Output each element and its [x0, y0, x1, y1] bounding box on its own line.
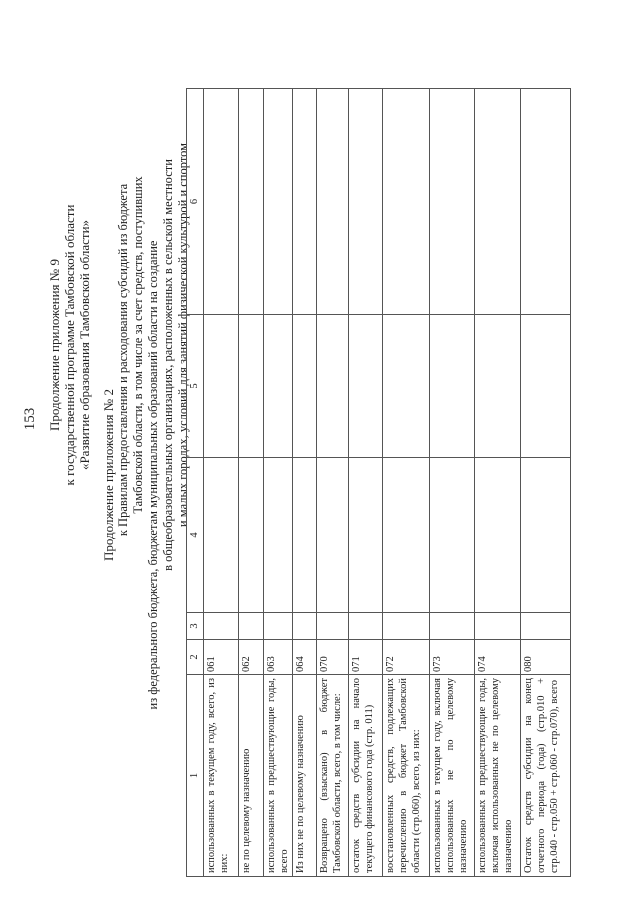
rules-appendix-header	[101, 105, 191, 845]
row-description: использованных в предшествующие годы, всего	[264, 675, 293, 877]
subsidy-report-table	[186, 88, 571, 877]
table-cell	[239, 315, 264, 458]
table-header-row	[187, 89, 204, 877]
header-line: Продолжение приложения № 2	[101, 389, 116, 561]
table-cell	[239, 613, 264, 640]
table-row	[317, 89, 349, 877]
table-cell	[317, 89, 349, 315]
table-cell	[383, 613, 430, 640]
row-code: 061	[204, 640, 239, 675]
table-row	[239, 89, 264, 877]
row-description: Остаток средств субсидии на конец отчетного периода (года) (стр.010 + стр.040 - стр.050 + стр.060 - стр.070), всего	[521, 675, 571, 877]
table-row	[349, 89, 383, 877]
table-cell	[475, 613, 521, 640]
row-description: не по целевому назначению	[239, 675, 264, 877]
table-cell	[264, 458, 293, 613]
table-cell	[293, 89, 317, 315]
column-header: 4	[187, 458, 204, 613]
page-number: 153	[22, 407, 38, 431]
row-description: использованных в текущем году, включая использованных не по целевому назначению	[430, 675, 475, 877]
header-line: Тамбовской области, в том числе за счет средств, поступивших	[131, 176, 145, 514]
column-header: 2	[187, 640, 204, 675]
table-cell	[383, 458, 430, 613]
header-line: и малых городах, условий для занятий физической культурой и спортом	[176, 142, 190, 528]
table-cell	[317, 458, 349, 613]
table-row	[293, 89, 317, 877]
header-line: к государственной программе Тамбовской области	[62, 204, 77, 486]
row-code: 064	[293, 640, 317, 675]
row-code: 080	[521, 640, 571, 675]
table-cell	[204, 613, 239, 640]
header-line: в общеобразовательных организациях, расположенных в сельской местности	[161, 159, 175, 571]
column-header: 1	[187, 675, 204, 877]
table-cell	[264, 315, 293, 458]
row-code: 074	[475, 640, 521, 675]
table-row	[264, 89, 293, 877]
table-cell	[204, 315, 239, 458]
table-cell	[475, 458, 521, 613]
table-cell	[521, 315, 571, 458]
table-cell	[475, 315, 521, 458]
row-code: 062	[239, 640, 264, 675]
column-header: 6	[187, 89, 204, 315]
row-description: Из них не по целевому назначению	[293, 675, 317, 877]
table-row	[383, 89, 430, 877]
table-cell	[349, 89, 383, 315]
table-row	[521, 89, 571, 877]
table-cell	[293, 315, 317, 458]
table-cell	[430, 89, 475, 315]
table-row	[475, 89, 521, 877]
column-header: 5	[187, 315, 204, 458]
row-description: остаток средств субсидии на начало текущего финансового года (стр. 011)	[349, 675, 383, 877]
table-cell	[317, 315, 349, 458]
table-cell	[264, 613, 293, 640]
row-description: использованных в текущем году, всего, из них:	[204, 675, 239, 877]
table-cell	[264, 89, 293, 315]
table-cell	[204, 458, 239, 613]
column-header: 3	[187, 613, 204, 640]
table-cell	[521, 458, 571, 613]
row-code: 073	[430, 640, 475, 675]
table-cell	[430, 613, 475, 640]
table-cell	[349, 458, 383, 613]
table-cell	[204, 89, 239, 315]
table-cell	[430, 315, 475, 458]
table-row	[430, 89, 475, 877]
header-line: к Правилам предоставления и расходования субсидий из бюджета	[116, 183, 130, 537]
table-cell	[293, 613, 317, 640]
table-cell	[521, 89, 571, 315]
table-row	[204, 89, 239, 877]
table-cell	[317, 613, 349, 640]
row-description: использованных в предшествующие годы, включая использованных не по целевому назначению	[475, 675, 521, 877]
table-cell	[293, 458, 317, 613]
table-cell	[239, 458, 264, 613]
table-cell	[383, 315, 430, 458]
table-cell	[475, 89, 521, 315]
table-cell	[239, 89, 264, 315]
row-description: Возвращено (взыскано) в бюджет Тамбовской области, всего, в том числе:	[317, 675, 349, 877]
row-code: 063	[264, 640, 293, 675]
header-line: «Развитие образования Тамбовской области»	[77, 219, 92, 471]
table-cell	[349, 315, 383, 458]
row-code: 071	[349, 640, 383, 675]
header-line: Продолжение приложения № 9	[47, 259, 62, 431]
table-cell	[383, 89, 430, 315]
row-description: восстановленных средств, подлежащих перечислению в бюджет Тамбовской области (стр.060), всего, из них:	[383, 675, 430, 877]
table-cell	[349, 613, 383, 640]
header-line: из федерального бюджета, бюджетам муниципальных образований области на создание	[146, 240, 160, 710]
rotated-page	[0, 55, 640, 905]
row-code: 070	[317, 640, 349, 675]
table-cell	[430, 458, 475, 613]
row-code: 072	[383, 640, 430, 675]
program-appendix-header	[47, 165, 92, 525]
table-cell	[521, 613, 571, 640]
